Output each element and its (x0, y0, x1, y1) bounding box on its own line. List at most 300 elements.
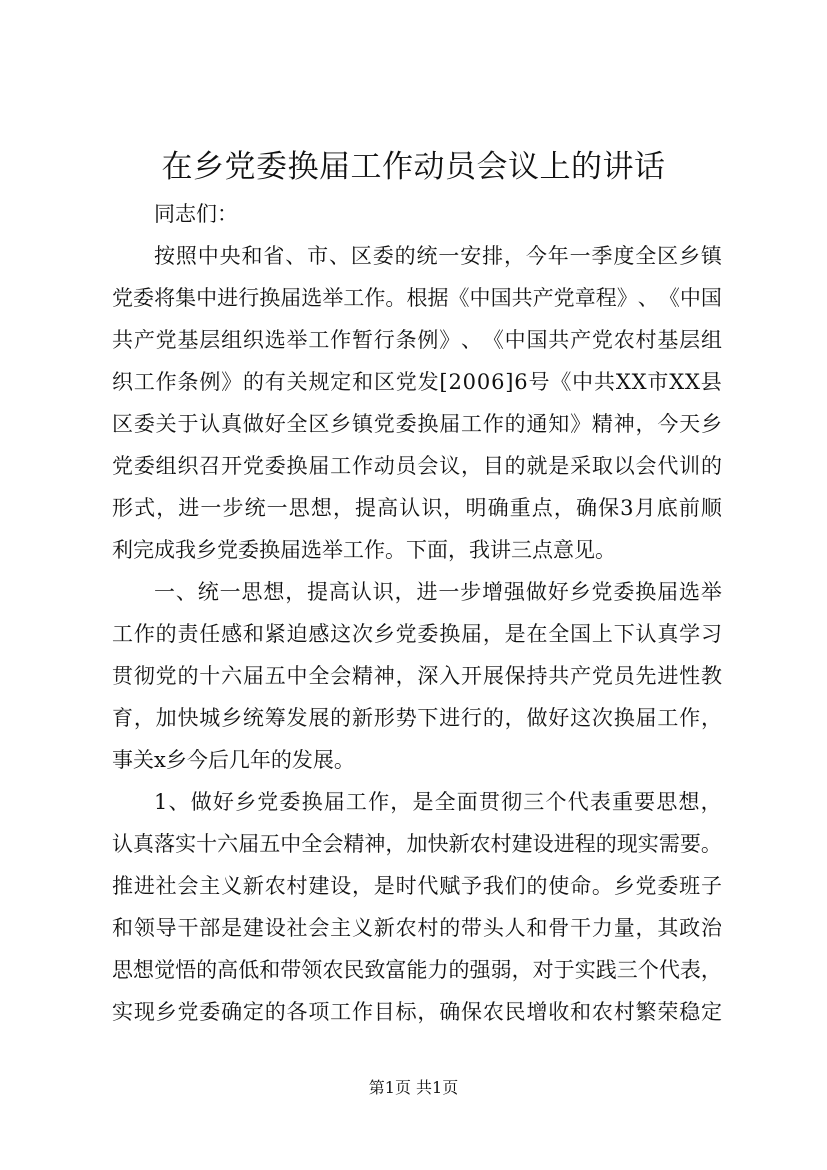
text-char: 作 (330, 328, 352, 352)
text-char: 紧 (264, 622, 286, 646)
text-char: 村 (490, 832, 512, 856)
text-char: 全 (434, 790, 456, 814)
text-char: 行 (373, 328, 395, 352)
text-char: 点 (531, 496, 553, 520)
text-char: 保 (598, 496, 620, 520)
text-char: 做 (190, 790, 212, 814)
text-char: 行 (461, 706, 482, 730)
text-char: 明 (465, 496, 487, 520)
text-char: 条 (177, 370, 199, 394)
text-char: 前 (678, 496, 700, 520)
text-char: 神 (373, 664, 395, 688)
text-char: 现 (616, 832, 638, 856)
text-char: 识 (421, 496, 443, 520)
text-char: 实 (574, 958, 596, 982)
text-char: 定 (242, 1000, 264, 1024)
text-char: 于 (177, 412, 199, 436)
text-char: 乡 (700, 412, 722, 436)
text-char: 共 (511, 286, 533, 310)
text-char: 区 (373, 370, 395, 394)
text-char: 学 (679, 622, 701, 646)
text-char: 想 (263, 580, 285, 604)
text-char: 委 (613, 580, 635, 604)
text-char: 乡 (221, 706, 243, 730)
text-char: 真 (221, 412, 243, 436)
text-char: 《 (658, 286, 680, 310)
text-char: 治 (700, 916, 722, 940)
text-char: X (669, 370, 685, 394)
text-char: X (615, 370, 631, 394)
text-char: 我 (482, 874, 504, 898)
text-char: 中 (196, 286, 218, 310)
text-char: 基 (177, 328, 199, 352)
text-char: 各 (286, 1000, 308, 1024)
text-char: 共 (112, 328, 133, 352)
body-text (112, 193, 722, 1033)
text-char: 和 (570, 1000, 592, 1024)
text-char: 党 (257, 790, 279, 814)
text-char: 组 (155, 454, 177, 478)
text-char: 会 (322, 832, 344, 856)
text-char: 对 (532, 958, 554, 982)
text-char: 农 (264, 874, 286, 898)
text-char: 《 (448, 286, 470, 310)
text-char: 是 (412, 790, 434, 814)
text-char: 和 (352, 370, 374, 394)
text-char: 统 (416, 244, 438, 268)
text-char: 标 (395, 1000, 417, 1024)
text-char: 快 (427, 832, 449, 856)
text-char: 彻 (133, 664, 155, 688)
text-char: 作 (364, 286, 386, 310)
text-char: 进 (553, 832, 575, 856)
text-char: 行 (238, 286, 260, 310)
text-char: ， (156, 496, 178, 520)
text-char: 采 (570, 454, 592, 478)
text-char: 工 (112, 622, 133, 646)
text-char: 表 (589, 790, 611, 814)
text-char: 领 (133, 916, 155, 940)
text-char: 面 (456, 790, 478, 814)
text-char: 全 (308, 664, 330, 688)
text-char: 会 (330, 664, 352, 688)
text-line (112, 655, 722, 697)
text-char: 提 (355, 496, 377, 520)
text-char: 予 (461, 874, 482, 898)
text-char: 一 (219, 580, 241, 604)
text-char: 导 (155, 916, 177, 940)
text-char: 党 (373, 412, 395, 436)
salutation-text: 同志们： (154, 202, 238, 226)
text-char: 式 (134, 496, 156, 520)
text-char: 以 (613, 454, 635, 478)
text-char: 换 (439, 622, 461, 646)
text-char: 建 (242, 916, 264, 940)
text-char: 1 (154, 790, 168, 814)
text-char: 实 (637, 832, 659, 856)
text-char: 在 (526, 622, 548, 646)
text-char: 开 (221, 454, 243, 478)
text-char: 训 (679, 454, 701, 478)
text-char: ， (285, 580, 307, 604)
text-char: 代 (657, 454, 679, 478)
text-char: 镇 (351, 412, 373, 436)
text-char: 条 (395, 328, 417, 352)
text-char: 。 (700, 832, 722, 856)
text-char: 的 (155, 622, 177, 646)
text-char: 全 (286, 412, 308, 436)
text-char: 镇 (700, 244, 722, 268)
text-char: 工 (345, 790, 367, 814)
text-char: 致 (364, 958, 386, 982)
text-char: 力 (427, 958, 449, 982)
text-char: 思 (241, 580, 263, 604)
text-char: 社 (155, 874, 177, 898)
text-char: 人 (504, 916, 526, 940)
text-char: 是 (548, 454, 570, 478)
text-char: 换 (613, 706, 635, 730)
text-char: ， (332, 496, 354, 520)
text-char: 暂 (351, 328, 373, 352)
text-char: 6 (514, 370, 528, 394)
text-char: 认 (399, 496, 421, 520)
text-char: 筹 (264, 706, 286, 730)
text-char: 保 (461, 1000, 482, 1024)
text-char: 工 (343, 286, 365, 310)
text-char: 层 (199, 328, 221, 352)
text-char: 认 (112, 832, 133, 856)
text-char: 届 (461, 622, 482, 646)
text-char: 感 (221, 622, 243, 646)
text-char: 感 (308, 622, 330, 646)
text-char: 步 (460, 580, 482, 604)
text-char: 村 (635, 328, 657, 352)
text-char: 选 (264, 328, 286, 352)
text-char: 党 (112, 286, 133, 310)
text-char: 个 (637, 958, 659, 982)
text-char: 步 (222, 496, 244, 520)
text-char: 党 (553, 286, 575, 310)
text-char: 思 (656, 790, 678, 814)
text-line (112, 361, 722, 403)
text-char: 产 (570, 664, 592, 688)
text-char: 开 (461, 664, 482, 688)
text-char: 委 (133, 412, 155, 436)
text-char: 知 (548, 412, 570, 436)
text-char: 深 (417, 664, 439, 688)
text-char: 有 (264, 370, 286, 394)
text-char: 党 (112, 454, 133, 478)
text-char: 真 (133, 832, 155, 856)
text-char: 选 (301, 286, 323, 310)
text-char: 县 (700, 370, 722, 394)
text-char: 选 (679, 580, 700, 604)
text-char: 目 (482, 454, 504, 478)
text-char: 时 (395, 874, 417, 898)
text-char: ， (553, 496, 575, 520)
text-char: 中 (286, 664, 308, 688)
text-char: 于 (553, 958, 575, 982)
text-char: 五 (264, 664, 286, 688)
text-char: 委 (279, 790, 301, 814)
text-char: 加 (155, 706, 177, 730)
text-char: 一 (438, 580, 460, 604)
text-char: 目 (373, 1000, 395, 1024)
text-char: 会 (417, 454, 439, 478)
text-char: 议 (439, 454, 461, 478)
text-char: 的 (330, 706, 352, 730)
text-char: 要 (634, 790, 656, 814)
text-char: 《 (550, 370, 572, 394)
text-char: X (684, 370, 700, 394)
text-char: 央 (219, 244, 241, 268)
text-char: 加 (406, 832, 428, 856)
text-char: 委 (657, 874, 679, 898)
text-char: 、 (285, 244, 307, 268)
text-char: 和 (112, 916, 133, 940)
text-char: 社 (286, 916, 308, 940)
text-line (112, 571, 722, 613)
text-char: 彻 (501, 790, 523, 814)
text-char: 工 (330, 454, 352, 478)
text-char: 届 (308, 454, 330, 478)
text-char: 是 (504, 622, 526, 646)
text-char: 底 (656, 496, 678, 520)
text-char: 头 (482, 916, 504, 940)
text-char: 的 (177, 664, 199, 688)
text-line (112, 949, 722, 991)
text-char: 工 (330, 1000, 352, 1024)
text-char: 建 (511, 832, 533, 856)
text-char: 农 (482, 1000, 504, 1024)
text-char: 》 (221, 370, 243, 394)
text-char: 届 (280, 286, 302, 310)
text-char: 这 (330, 622, 352, 646)
text-char: 一 (569, 244, 591, 268)
text-char: 强 (469, 958, 491, 982)
text-char: 委 (372, 244, 394, 268)
text-char: 0 (462, 370, 477, 394)
text-char: 做 (526, 706, 548, 730)
text-char: 子 (700, 874, 722, 898)
text-char: 作 (679, 706, 701, 730)
text-char: 委 (395, 412, 417, 436)
text-char: 排 (482, 244, 504, 268)
text-char: 重 (509, 496, 531, 520)
text-char: 势 (395, 706, 417, 730)
text-char: 举 (322, 286, 344, 310)
text-char: 作 (351, 454, 373, 478)
text-char: 基 (657, 328, 679, 352)
text-char: 区 (112, 412, 133, 436)
text-char: 十 (199, 664, 221, 688)
text-line (112, 781, 722, 823)
text-char: 市 (647, 370, 669, 394)
text-char: 神 (364, 832, 386, 856)
text-char: 想 (133, 958, 155, 982)
text-char: 神 (613, 412, 635, 436)
text-char: 的 (439, 916, 461, 940)
text-char: 乡 (569, 580, 591, 604)
text-char: ， (635, 916, 657, 940)
text-char: 收 (548, 1000, 570, 1024)
text-char: 好 (548, 706, 570, 730)
text-char: ， (504, 706, 526, 730)
text-char: 们 (504, 874, 526, 898)
text-char: 的 (394, 244, 416, 268)
text-char: 产 (570, 328, 592, 352)
text-char: 推 (112, 874, 133, 898)
text-char: 三 (523, 790, 545, 814)
text-char: 委 (417, 622, 439, 646)
text-char: 党 (395, 622, 417, 646)
text-char: 践 (595, 958, 617, 982)
text-char: 组 (700, 328, 722, 352)
text-char: 能 (406, 958, 428, 982)
text-char: 员 (395, 454, 417, 478)
text-char: ， (385, 832, 407, 856)
text-line-content: 利完成我乡党委换届选举工作。下面，我讲三点意见。 (112, 538, 616, 562)
text-char: 区 (308, 412, 330, 436)
text-char: 精 (351, 664, 373, 688)
text-char: 精 (591, 412, 613, 436)
text-char: 提 (307, 580, 329, 604)
text-char: ， (351, 874, 373, 898)
text-char: ， (461, 454, 482, 478)
text-char: 国 (490, 286, 512, 310)
text-char: 富 (385, 958, 407, 982)
text-char: 委 (133, 286, 155, 310)
text-char: 带 (280, 958, 302, 982)
text-line (112, 445, 722, 487)
text-char: 2 (448, 370, 462, 394)
text-char: 中 (679, 286, 701, 310)
text-char: 区 (657, 244, 679, 268)
text-char: 习 (700, 622, 722, 646)
text-char: 实 (175, 832, 197, 856)
text-char: 照 (175, 244, 197, 268)
text-char: [ (439, 370, 448, 394)
text-char: 农 (395, 916, 417, 940)
text-char: 国 (700, 286, 722, 310)
text-char: 进 (657, 664, 679, 688)
text-char: 作 (482, 412, 504, 436)
text-line (112, 739, 722, 781)
text-char: 换 (417, 412, 439, 436)
text-char: 形 (373, 706, 395, 730)
page-footer: 第1页 共1页 (368, 1078, 459, 1097)
text-char: 部 (199, 916, 221, 940)
text-char: 低 (238, 958, 260, 982)
text-char: 政 (679, 916, 701, 940)
text-char: 作 (155, 370, 177, 394)
text-char: 形 (112, 496, 133, 520)
text-char: 农 (613, 328, 635, 352)
text-char: 层 (679, 328, 701, 352)
text-char: 6 (491, 370, 505, 394)
text-char: 产 (532, 286, 554, 310)
text-char: 认 (199, 412, 221, 436)
text-char: 》 (570, 412, 592, 436)
text-char: ， (700, 958, 722, 982)
text-char: 乡 (235, 790, 257, 814)
text-char: 党 (591, 328, 613, 352)
salutation (112, 193, 722, 235)
text-char: 思 (112, 958, 133, 982)
text-line (112, 865, 722, 907)
text-char: 中 (197, 244, 219, 268)
text-char: 育 (112, 706, 133, 730)
text-char: 换 (301, 790, 323, 814)
text-char: 是 (221, 916, 243, 940)
text-char: 党 (635, 874, 657, 898)
text-char: 规 (308, 370, 330, 394)
text-char: 一 (200, 496, 222, 520)
text-char: 党 (591, 580, 613, 604)
text-char: 增 (482, 580, 504, 604)
text-char: 乡 (613, 874, 635, 898)
text-char: 集 (175, 286, 197, 310)
text-char: 年 (547, 244, 569, 268)
text-char: 的 (448, 958, 470, 982)
text-char: ， (700, 790, 722, 814)
text-char: 关 (155, 412, 177, 436)
text-char: 届 (635, 706, 657, 730)
text-char: 、 (175, 580, 197, 604)
text-line (112, 403, 722, 445)
text-char: 干 (177, 916, 199, 940)
text-char: 精 (343, 832, 365, 856)
text-char: 进 (217, 286, 239, 310)
text-char: 项 (308, 1000, 330, 1024)
text-char: 要 (679, 832, 701, 856)
text-line (112, 277, 722, 319)
text-char: 全 (548, 622, 570, 646)
text-char: 举 (700, 580, 722, 604)
text-char: 次 (591, 706, 613, 730)
text-char: 全 (635, 244, 657, 268)
text-char: 届 (657, 580, 679, 604)
text-char: 今 (525, 244, 547, 268)
text-char: 会 (177, 874, 199, 898)
text-char: 新 (351, 706, 373, 730)
text-char: 织 (177, 454, 199, 478)
text-line (112, 907, 722, 949)
text-char: 统 (244, 496, 266, 520)
text-char: 责 (177, 622, 199, 646)
paragraph-lines (112, 235, 722, 1033)
text-char: 委 (133, 454, 155, 478)
text-line (112, 697, 722, 739)
text-char: ， (417, 1000, 439, 1024)
text-char: 工 (461, 412, 482, 436)
text-char: 荣 (657, 1000, 679, 1024)
text-char: 确 (221, 1000, 243, 1024)
text-char: 量 (613, 916, 635, 940)
text-char: 新 (373, 916, 395, 940)
text-char: 共 (593, 370, 615, 394)
text-char: 的 (242, 370, 264, 394)
text-char: 设 (532, 832, 554, 856)
text-char: 展 (482, 664, 504, 688)
text-char: 0 (476, 370, 491, 394)
text-char: 村 (286, 874, 308, 898)
text-char: 发 (286, 706, 308, 730)
text-char: 的 (504, 412, 526, 436)
text-char: 的 (526, 874, 548, 898)
text-char: 组 (221, 328, 243, 352)
text-char: 好 (264, 412, 286, 436)
